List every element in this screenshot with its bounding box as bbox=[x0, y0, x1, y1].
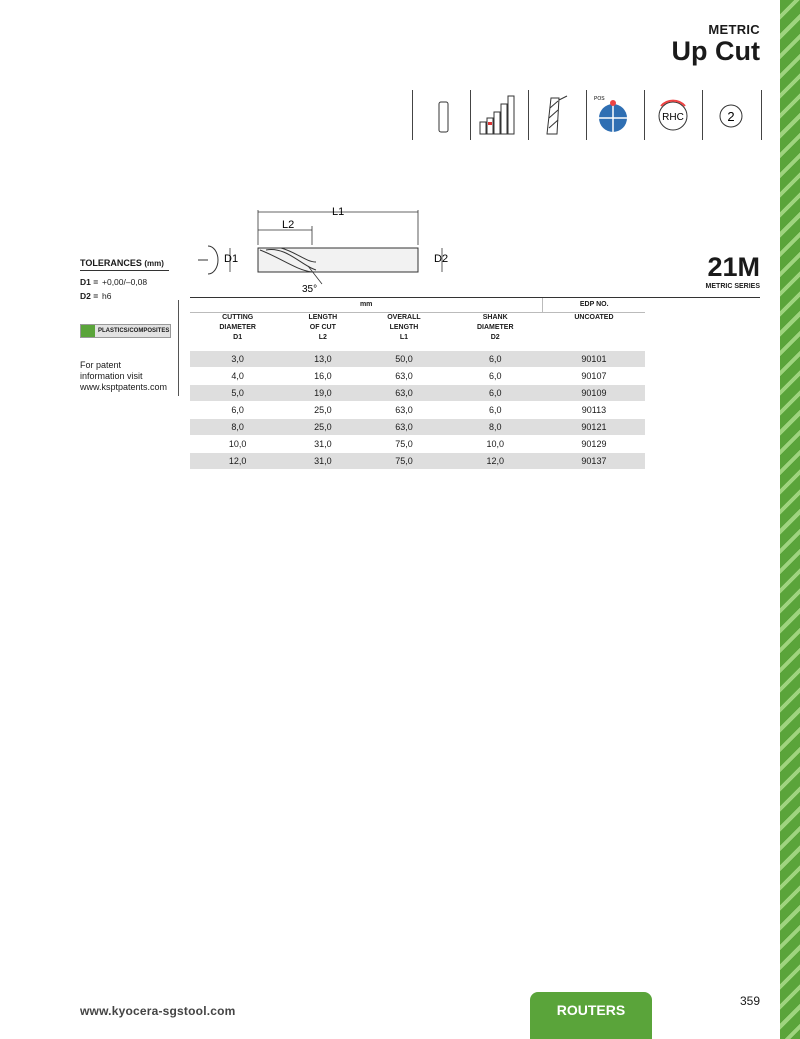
table-row: 12,0 31,0 75,0 12,0 90137 bbox=[190, 453, 645, 470]
table-row: 4,0 16,0 63,0 6,0 90107 bbox=[190, 368, 645, 385]
rake-label: POS bbox=[594, 96, 605, 102]
tolerances-heading bbox=[80, 258, 164, 268]
col-overall-length: OVERALL LENGTH L1 bbox=[387, 314, 421, 341]
patent-line-1: For patent bbox=[80, 360, 122, 370]
two-flute-icon bbox=[702, 90, 762, 140]
col-cutting-diameter: CUTTING DIAMETER D1 bbox=[219, 314, 256, 341]
sidebar-divider bbox=[178, 300, 179, 396]
table-row: 5,0 19,0 63,0 6,0 90109 bbox=[190, 385, 645, 402]
tolerance-d2-label: D2 = bbox=[80, 291, 99, 301]
material-swatch bbox=[81, 325, 95, 337]
tolerance-d2 bbox=[80, 291, 111, 301]
feature-icon-row bbox=[412, 90, 770, 140]
helix-angle-label: 35° bbox=[302, 284, 318, 295]
page-title: Up Cut bbox=[671, 36, 760, 66]
d1-label: D1 bbox=[224, 253, 239, 265]
positive-rake-globe-icon bbox=[586, 90, 645, 140]
series-code: 21M bbox=[707, 252, 760, 282]
footer-url-link[interactable]: www.kyocera-sgstool.com bbox=[80, 1004, 236, 1018]
rhc-rotation-icon bbox=[644, 90, 703, 140]
section-tab-routers: ROUTERS bbox=[530, 992, 652, 1039]
patent-note bbox=[80, 360, 180, 393]
table-row: 10,0 31,0 75,0 10,0 90129 bbox=[190, 436, 645, 453]
tolerances-divider bbox=[80, 270, 169, 271]
col-length-of-cut: LENGTH OF CUT L2 bbox=[308, 314, 338, 341]
tolerance-d2-value: h6 bbox=[102, 291, 112, 301]
flute-count: 2 bbox=[727, 109, 735, 124]
material-label: PLASTICS/COMPOSITES bbox=[98, 328, 170, 334]
spec-table bbox=[190, 298, 645, 470]
l1-label: L1 bbox=[332, 206, 345, 218]
mm-group-header: mm bbox=[190, 298, 543, 313]
tool-dimension-diagram bbox=[186, 200, 456, 300]
table-row: 8,0 25,0 63,0 8,0 90121 bbox=[190, 419, 645, 436]
col-shank-diameter: SHANK DIAMETER D2 bbox=[476, 314, 514, 341]
tolerances-unit: (mm) bbox=[144, 259, 164, 268]
spiral-flute-icon bbox=[528, 90, 587, 140]
edp-group-header: EDP NO. bbox=[543, 298, 645, 313]
l2-label: L2 bbox=[282, 219, 295, 231]
tolerance-d1-value: +0,00/–0,08 bbox=[102, 277, 148, 287]
green-edge-stripe bbox=[780, 0, 800, 1039]
bar-steps-icon bbox=[470, 90, 529, 140]
d2-label: D2 bbox=[434, 253, 449, 265]
header-category: METRIC bbox=[708, 22, 760, 37]
table-row: 6,0 25,0 63,0 6,0 90113 bbox=[190, 402, 645, 419]
page-number: 359 bbox=[739, 994, 760, 1008]
solid-shank-icon bbox=[412, 90, 471, 140]
col-uncoated: UNCOATED bbox=[574, 314, 614, 321]
patent-line-2: information visit bbox=[80, 371, 143, 381]
tolerances-title: TOLERANCES bbox=[80, 258, 142, 268]
material-badge bbox=[80, 324, 171, 338]
rotation-label: RHC bbox=[662, 112, 684, 123]
table-row: 3,0 13,0 50,0 6,0 90101 bbox=[190, 351, 645, 368]
tolerance-d1-label: D1 = bbox=[80, 277, 99, 287]
series-label: METRIC SERIES bbox=[705, 283, 760, 290]
tolerance-d1 bbox=[80, 277, 147, 287]
patent-url[interactable]: www.ksptpatents.com bbox=[80, 382, 168, 392]
